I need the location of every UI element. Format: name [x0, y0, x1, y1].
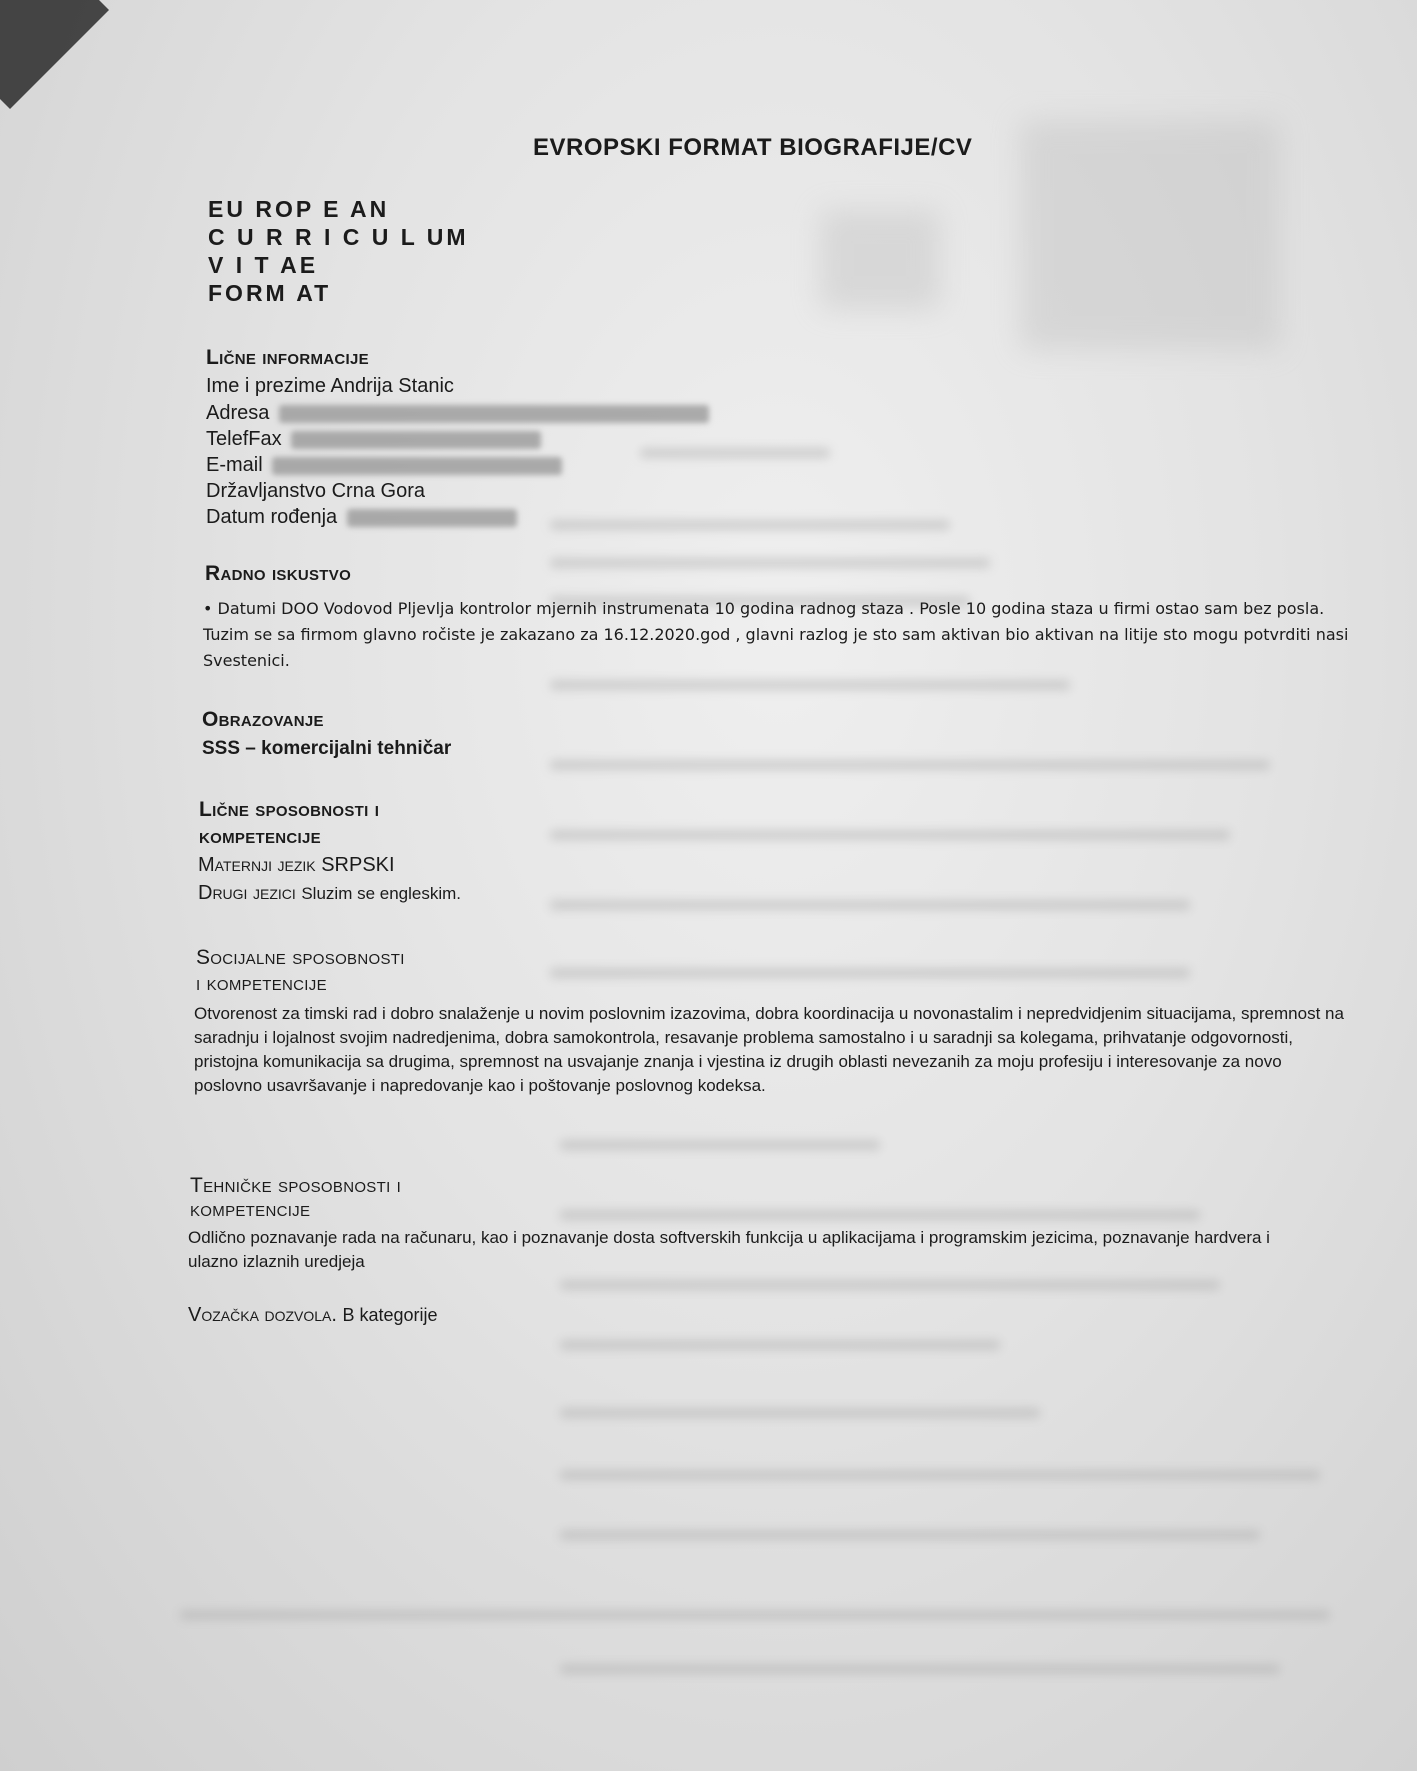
technical-skills-heading-cont: kompetencije [190, 1198, 311, 1221]
social-skills-heading-cont: i kompetencije [196, 972, 327, 995]
show-through-block [820, 210, 940, 310]
driving-license-row [188, 1304, 438, 1327]
education-heading: Obrazovanje [202, 708, 324, 731]
europass-line: FORM AT [208, 280, 332, 306]
show-through-line [550, 900, 1190, 910]
redacted-dob [347, 509, 517, 527]
address-label: Adresa [206, 402, 270, 424]
name-row [206, 375, 454, 398]
social-skills-heading: Socijalne sposobnosti [196, 946, 405, 969]
show-through-line [550, 680, 1070, 690]
show-through-line [550, 968, 1190, 978]
europass-line: V I T AE [208, 252, 319, 278]
show-through-line [560, 1280, 1220, 1290]
social-skills-text: Otvorenost za timski rad i dobro snalaženje u novim poslovnim izazovima, dobra koordinacija u novonastalim i nepredvidjenim situacijama, spremnost na saradnju i lojalnost svojim nadredjenima, dobra samokontrola, resavanje problema samostalno i u saradnji sa kolegama, prihvatanje odgovornosti, pristojna komunikacija sa drugima, spremnost na usvajanje znanja i vjestina iz drugih oblasti nevezanih za moju profesiju i interesovanje za novo poslovno usavršavanje i napredovanje kao i poštovanje poslovnog kodeksa. [194, 1004, 1344, 1095]
name-value: Andrija Stanic [330, 375, 454, 397]
email-label: E-mail [206, 454, 263, 476]
name-label: Ime i prezime [206, 375, 327, 397]
europass-heading [208, 195, 469, 307]
address-row [206, 402, 709, 425]
show-through-line [560, 1530, 1260, 1540]
work-experience-text: • Datumi DOO Vodovod Pljevlja kontrolor mjernih instrumenata 10 godina radnog staza . Posle 10 godina staza u firmi ostao sam bez posla. Tuzim se sa firmom glavno ročiste je zakazano za 16.12.2020.god , glavni razlog je sto sam aktivan bio aktivan na litije sto mogu potvrditi nasi Svestenici. [203, 599, 1349, 670]
mother-tongue: Maternji jezik SRPSKI [198, 854, 395, 876]
personal-skills-heading: Lične sposobnosti i [199, 798, 380, 821]
driving-license-value: B kategorije [342, 1305, 438, 1325]
show-through-line [560, 1210, 1200, 1220]
other-languages-label: Drugi jezici [198, 882, 296, 904]
redacted-email [272, 457, 562, 475]
other-languages-row [198, 882, 461, 905]
show-through-line [560, 1470, 1320, 1480]
personal-skills-heading-cont: kompetencije [199, 825, 321, 848]
technical-skills-heading: Tehničke sposobnosti i [190, 1174, 402, 1197]
show-through-line [550, 830, 1230, 840]
dob-row [206, 506, 517, 529]
personal-info-heading: Lične informacije [206, 346, 369, 369]
driving-license-label: Vozačka dozvola. [188, 1304, 337, 1326]
citizenship-row [206, 480, 425, 503]
email-row [206, 454, 562, 477]
phone-label: TelefFax [206, 428, 282, 450]
redacted-phone [291, 431, 541, 449]
europass-line: EU ROP E AN [208, 196, 390, 222]
redacted-address [279, 405, 709, 423]
page-corner-shadow [0, 0, 109, 109]
show-through-line [560, 1140, 880, 1150]
phone-row [206, 428, 541, 451]
education-value: SSS – komercijalni tehničar [202, 738, 452, 759]
citizenship-label: Državljanstvo [206, 480, 327, 502]
work-experience-heading: Radno iskustvo [205, 562, 352, 585]
show-through-line [640, 448, 830, 458]
europass-line: C U R R I C U L UM [208, 224, 469, 250]
show-through-photo [1020, 120, 1280, 350]
dob-label: Datum rođenja [206, 506, 338, 528]
show-through-line [550, 558, 990, 568]
show-through-line [560, 1340, 1000, 1350]
show-through-line [560, 1408, 1040, 1418]
show-through-line [180, 1610, 1330, 1620]
show-through-line [550, 760, 1270, 770]
document-title: EVROPSKI FORMAT BIOGRAFIJE/CV [533, 134, 973, 161]
show-through-line [560, 1664, 1280, 1674]
show-through-line [550, 520, 950, 530]
citizenship-value: Crna Gora [331, 480, 425, 502]
technical-skills-text: Odlično poznavanje rada na računaru, kao i poznavanje dosta softverskih funkcija u aplikacijama i programskim jezicima, poznavanje hardvera i ulazno izlaznih uredjeja [188, 1228, 1270, 1271]
other-languages-value: Sluzim se engleskim. [301, 884, 462, 903]
